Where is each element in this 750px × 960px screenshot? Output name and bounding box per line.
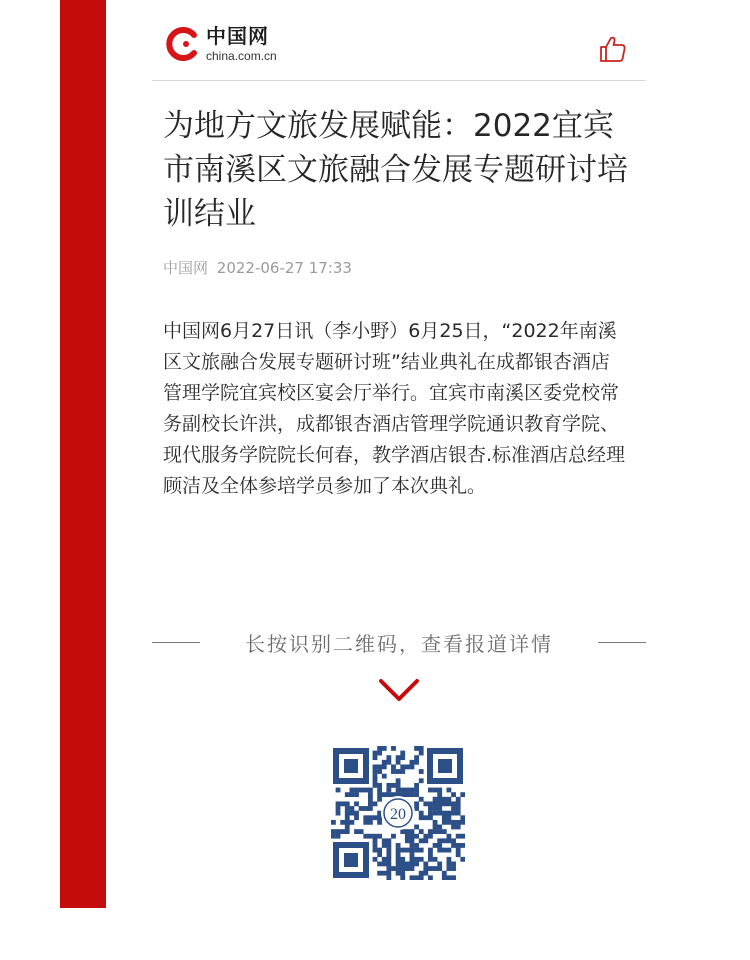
qr-module bbox=[456, 825, 461, 830]
qr-module bbox=[414, 792, 419, 797]
qr-module bbox=[373, 778, 378, 783]
qr-module bbox=[400, 866, 405, 871]
qr-module bbox=[336, 834, 341, 839]
qr-module bbox=[391, 783, 396, 788]
qr-module bbox=[428, 857, 433, 862]
qr-module bbox=[396, 843, 401, 848]
qr-module bbox=[400, 788, 405, 793]
qr-module bbox=[405, 838, 410, 843]
qr-module bbox=[354, 815, 359, 820]
qr-module bbox=[451, 806, 456, 811]
qr-module bbox=[386, 875, 391, 880]
qr-module bbox=[428, 829, 433, 834]
qr-module bbox=[386, 848, 391, 853]
qr-module bbox=[405, 848, 410, 853]
qr-module bbox=[373, 783, 378, 788]
qr-module bbox=[410, 875, 415, 880]
qr-module bbox=[419, 871, 424, 876]
article-source: 中国网 bbox=[163, 259, 209, 277]
qr-module bbox=[433, 843, 438, 848]
qr-module bbox=[382, 792, 387, 797]
qr-module bbox=[410, 792, 415, 797]
qr-module bbox=[386, 871, 391, 876]
qr-module bbox=[410, 848, 415, 853]
qr-module bbox=[382, 760, 387, 765]
qr-module bbox=[419, 848, 424, 853]
qr-module bbox=[442, 801, 447, 806]
qr-module bbox=[410, 834, 415, 839]
qr-module bbox=[396, 760, 401, 765]
chevron-down-icon bbox=[378, 678, 420, 704]
qr-hint-text: 长按识别二维码，查看报道详情 bbox=[245, 632, 553, 656]
qr-module bbox=[377, 871, 382, 876]
qr-module bbox=[447, 815, 452, 820]
qr-module bbox=[396, 857, 401, 862]
qr-module bbox=[359, 829, 364, 834]
qr-module bbox=[447, 797, 452, 802]
qr-module bbox=[373, 843, 378, 848]
qr-module bbox=[419, 815, 424, 820]
qr-module bbox=[336, 788, 341, 793]
qr-module bbox=[400, 875, 405, 880]
qr-module bbox=[442, 815, 447, 820]
qr-module bbox=[437, 829, 442, 834]
qr-module bbox=[400, 751, 405, 756]
qr-module bbox=[442, 848, 447, 853]
qr-module bbox=[414, 848, 419, 853]
qr-module bbox=[410, 760, 415, 765]
qr-module bbox=[359, 806, 364, 811]
article-meta bbox=[163, 257, 352, 278]
qr-module bbox=[377, 764, 382, 769]
qr-module bbox=[437, 801, 442, 806]
qr-module bbox=[331, 820, 336, 825]
qr-module bbox=[336, 811, 341, 816]
qr-module bbox=[382, 843, 387, 848]
qr-center-label: 20 bbox=[390, 806, 406, 823]
qr-module bbox=[368, 815, 373, 820]
qr-module bbox=[359, 788, 364, 793]
qr-module bbox=[442, 838, 447, 843]
qr-module bbox=[354, 811, 359, 816]
qr-module bbox=[447, 811, 452, 816]
qr-module bbox=[410, 829, 415, 834]
qr-module bbox=[428, 815, 433, 820]
qr-module bbox=[428, 834, 433, 839]
qr-module bbox=[368, 820, 373, 825]
qr-module bbox=[447, 838, 452, 843]
qr-module bbox=[460, 820, 465, 825]
qr-module bbox=[410, 852, 415, 857]
qr-module bbox=[414, 862, 419, 867]
qr-module bbox=[382, 871, 387, 876]
qr-module bbox=[451, 820, 456, 825]
qr-module bbox=[345, 815, 350, 820]
qr-module bbox=[377, 820, 382, 825]
qr-module bbox=[433, 866, 438, 871]
qr-module bbox=[382, 857, 387, 862]
qr-module bbox=[419, 829, 424, 834]
qr-module bbox=[377, 769, 382, 774]
qr-module bbox=[373, 755, 378, 760]
left-red-bar bbox=[60, 0, 106, 908]
qr-module bbox=[414, 801, 419, 806]
qr-module bbox=[414, 806, 419, 811]
qr-module bbox=[447, 834, 452, 839]
qr-module bbox=[410, 788, 415, 793]
qr-module bbox=[386, 755, 391, 760]
qr-module bbox=[396, 769, 401, 774]
qr-module bbox=[405, 792, 410, 797]
qr-module bbox=[345, 811, 350, 816]
thumbs-up-icon[interactable] bbox=[598, 34, 628, 64]
qr-module bbox=[373, 764, 378, 769]
qr-module bbox=[451, 843, 456, 848]
qr-module bbox=[382, 862, 387, 867]
qr-module bbox=[428, 848, 433, 853]
qr-module bbox=[437, 788, 442, 793]
qr-module bbox=[447, 875, 452, 880]
qr-module bbox=[400, 755, 405, 760]
qr-module bbox=[423, 866, 428, 871]
qr-module bbox=[419, 875, 424, 880]
qr-module bbox=[414, 857, 419, 862]
qr-module bbox=[414, 755, 419, 760]
qr-module bbox=[396, 862, 401, 867]
qr-module bbox=[451, 792, 456, 797]
site-logo[interactable] bbox=[164, 26, 277, 62]
qr-module bbox=[377, 746, 382, 751]
qr-module bbox=[382, 838, 387, 843]
qr-module bbox=[442, 875, 447, 880]
qr-module bbox=[451, 866, 456, 871]
hint-divider-left bbox=[152, 642, 200, 643]
qr-module bbox=[433, 801, 438, 806]
qr-module bbox=[405, 829, 410, 834]
qr-module bbox=[368, 788, 373, 793]
qr-module bbox=[437, 862, 442, 867]
qr-module bbox=[456, 852, 461, 857]
qr-module bbox=[433, 820, 438, 825]
qr-module bbox=[437, 825, 442, 830]
qr-module bbox=[410, 764, 415, 769]
qr-module bbox=[419, 838, 424, 843]
qr-module bbox=[419, 797, 424, 802]
qr-module bbox=[377, 751, 382, 756]
qr-module bbox=[363, 834, 368, 839]
qr-module bbox=[419, 746, 424, 751]
qr-module bbox=[386, 852, 391, 857]
qr-module bbox=[386, 760, 391, 765]
qr-module bbox=[437, 843, 442, 848]
qr-module bbox=[331, 829, 336, 834]
qr-module bbox=[414, 746, 419, 751]
qr-module bbox=[391, 834, 396, 839]
qr-module bbox=[456, 806, 461, 811]
qr-module bbox=[396, 871, 401, 876]
qr-module bbox=[437, 797, 442, 802]
qr-module bbox=[451, 838, 456, 843]
qr-module bbox=[386, 783, 391, 788]
qr-module bbox=[396, 848, 401, 853]
qr-module bbox=[345, 792, 350, 797]
qr-module bbox=[428, 875, 433, 880]
logo-chinese-text: 中国网 bbox=[206, 24, 269, 48]
qr-module bbox=[433, 811, 438, 816]
qr-module bbox=[433, 788, 438, 793]
qr-module bbox=[447, 801, 452, 806]
qr-module bbox=[456, 834, 461, 839]
qr-module bbox=[400, 848, 405, 853]
qr-module bbox=[400, 871, 405, 876]
qr-hint-row bbox=[152, 628, 646, 657]
qr-module bbox=[377, 852, 382, 857]
qr-module bbox=[433, 806, 438, 811]
qr-module bbox=[428, 811, 433, 816]
qr-module bbox=[414, 834, 419, 839]
qr-module bbox=[331, 834, 336, 839]
qr-module bbox=[386, 843, 391, 848]
qr-module bbox=[414, 875, 419, 880]
qr-module bbox=[419, 778, 424, 783]
qr-module bbox=[428, 806, 433, 811]
qr-module bbox=[414, 843, 419, 848]
china-com-cn-logo-icon bbox=[164, 26, 200, 62]
qr-module bbox=[447, 862, 452, 867]
qr-module bbox=[428, 801, 433, 806]
qr-module bbox=[410, 843, 415, 848]
qr-module bbox=[354, 792, 359, 797]
qr-module bbox=[400, 857, 405, 862]
qr-module bbox=[437, 806, 442, 811]
qr-module bbox=[414, 760, 419, 765]
qr-module bbox=[373, 848, 378, 853]
qr-module bbox=[456, 801, 461, 806]
qr-module bbox=[423, 871, 428, 876]
qr-module bbox=[336, 801, 341, 806]
qr-module bbox=[442, 871, 447, 876]
qr-module bbox=[368, 834, 373, 839]
qr-module bbox=[363, 815, 368, 820]
qr-module bbox=[428, 852, 433, 857]
qr-module bbox=[396, 866, 401, 871]
qr-module bbox=[460, 792, 465, 797]
qr-module bbox=[419, 811, 424, 816]
qr-module bbox=[345, 801, 350, 806]
qr-module bbox=[423, 838, 428, 843]
qr-module bbox=[386, 857, 391, 862]
qr-module bbox=[345, 825, 350, 830]
qr-module bbox=[363, 806, 368, 811]
qr-module bbox=[345, 820, 350, 825]
qr-module bbox=[419, 857, 424, 862]
qr-module bbox=[460, 815, 465, 820]
qr-module bbox=[400, 769, 405, 774]
qr-module bbox=[368, 792, 373, 797]
qr-module bbox=[377, 783, 382, 788]
qr-module bbox=[423, 801, 428, 806]
qr-module bbox=[363, 820, 368, 825]
qr-module bbox=[460, 834, 465, 839]
article-datetime: 2022-06-27 17:33 bbox=[216, 259, 352, 277]
qr-module bbox=[368, 806, 373, 811]
qr-module bbox=[433, 829, 438, 834]
qr-module bbox=[354, 829, 359, 834]
qr-module bbox=[433, 797, 438, 802]
qr-module bbox=[442, 820, 447, 825]
article-body: 中国网6月27日讯（李小野）6月25日，“2022年南溪区文旅融合发展专题研讨班”结业典礼在成都银杏酒店管理学院宜宾校区宴会厅举行。宜宾市南溪区委党校常务副校长许洪，成都银杏酒店管理学院通识教育学院、现代服务学院院长何春，教学酒店银杏.标准酒店总经理顾洁及全体参培学员参加了本次典礼。 bbox=[163, 320, 626, 497]
qr-module bbox=[396, 852, 401, 857]
qr-module bbox=[382, 764, 387, 769]
qr-module bbox=[423, 834, 428, 839]
qr-module bbox=[460, 857, 465, 862]
qr-module bbox=[373, 774, 378, 779]
qr-module bbox=[368, 801, 373, 806]
qr-module bbox=[386, 792, 391, 797]
qr-module bbox=[447, 866, 452, 871]
logo-domain-text: china.com.cn bbox=[206, 49, 277, 63]
article-title: 为地方文旅发展赋能：2022宜宾市南溪区文旅融合发展专题研讨培训结业 bbox=[163, 108, 628, 232]
qr-module bbox=[405, 866, 410, 871]
qr-module bbox=[386, 838, 391, 843]
qr-module bbox=[423, 815, 428, 820]
qr-module bbox=[433, 857, 438, 862]
qr-module bbox=[386, 866, 391, 871]
qr-module bbox=[451, 801, 456, 806]
qr-module bbox=[349, 806, 354, 811]
qr-module bbox=[368, 797, 373, 802]
qr-module bbox=[382, 746, 387, 751]
qr-module bbox=[447, 788, 452, 793]
qr-module bbox=[410, 857, 415, 862]
qr-module bbox=[405, 862, 410, 867]
qr-module bbox=[391, 769, 396, 774]
qr-module bbox=[336, 806, 341, 811]
qr-module bbox=[442, 811, 447, 816]
qr-module bbox=[377, 848, 382, 853]
qr-module bbox=[340, 820, 345, 825]
qr-module bbox=[349, 820, 354, 825]
qr-module bbox=[460, 843, 465, 848]
qr-module bbox=[377, 797, 382, 802]
qr-module bbox=[354, 801, 359, 806]
qr-module bbox=[400, 829, 405, 834]
qr-module bbox=[336, 829, 341, 834]
hint-divider-right bbox=[598, 642, 646, 643]
qr-module bbox=[456, 797, 461, 802]
qr-module bbox=[373, 801, 378, 806]
qr-module bbox=[414, 788, 419, 793]
qr-module bbox=[340, 829, 345, 834]
qr-module bbox=[410, 838, 415, 843]
qr-module bbox=[363, 788, 368, 793]
qr-module bbox=[437, 811, 442, 816]
qr-module bbox=[433, 825, 438, 830]
qr-module bbox=[442, 829, 447, 834]
qr-module bbox=[349, 792, 354, 797]
qr-module bbox=[451, 811, 456, 816]
qr-module bbox=[437, 792, 442, 797]
qr-module bbox=[456, 811, 461, 816]
qr-module bbox=[456, 820, 461, 825]
qr-code-image[interactable] bbox=[331, 746, 465, 880]
qr-module bbox=[373, 838, 378, 843]
qr-module bbox=[419, 769, 424, 774]
qr-module bbox=[354, 788, 359, 793]
qr-module bbox=[349, 811, 354, 816]
qr-module bbox=[428, 788, 433, 793]
qr-module bbox=[456, 848, 461, 853]
qr-module bbox=[391, 866, 396, 871]
qr-module bbox=[405, 788, 410, 793]
qr-module bbox=[447, 848, 452, 853]
qr-module bbox=[345, 829, 350, 834]
qr-module bbox=[377, 834, 382, 839]
qr-module bbox=[345, 806, 350, 811]
qr-module bbox=[419, 751, 424, 756]
qr-module bbox=[377, 792, 382, 797]
qr-module bbox=[410, 866, 415, 871]
qr-module bbox=[373, 857, 378, 862]
qr-module bbox=[405, 764, 410, 769]
qr-module bbox=[377, 788, 382, 793]
qr-module bbox=[451, 825, 456, 830]
qr-module bbox=[396, 755, 401, 760]
qr-module bbox=[410, 862, 415, 867]
qr-module bbox=[451, 862, 456, 867]
qr-module bbox=[437, 866, 442, 871]
qr-module bbox=[414, 825, 419, 830]
qr-module bbox=[400, 862, 405, 867]
qr-module bbox=[437, 838, 442, 843]
qr-module bbox=[400, 764, 405, 769]
qr-module bbox=[414, 783, 419, 788]
qr-module bbox=[373, 769, 378, 774]
qr-module bbox=[373, 815, 378, 820]
qr-module bbox=[437, 848, 442, 853]
qr-module bbox=[405, 834, 410, 839]
qr-module bbox=[396, 788, 401, 793]
qr-module bbox=[391, 764, 396, 769]
qr-module bbox=[447, 857, 452, 862]
qr-module bbox=[377, 862, 382, 867]
qr-module bbox=[442, 797, 447, 802]
qr-module bbox=[382, 774, 387, 779]
qr-module bbox=[456, 843, 461, 848]
qr-module bbox=[386, 862, 391, 867]
qr-module bbox=[349, 788, 354, 793]
qr-module bbox=[391, 746, 396, 751]
top-header bbox=[152, 22, 646, 81]
qr-module bbox=[396, 778, 401, 783]
qr-module bbox=[340, 801, 345, 806]
qr-module bbox=[423, 862, 428, 867]
qr-module bbox=[396, 783, 401, 788]
qr-module bbox=[373, 751, 378, 756]
qr-module bbox=[373, 834, 378, 839]
qr-module bbox=[386, 788, 391, 793]
qr-module bbox=[447, 820, 452, 825]
qr-module bbox=[451, 875, 456, 880]
qr-module bbox=[428, 866, 433, 871]
